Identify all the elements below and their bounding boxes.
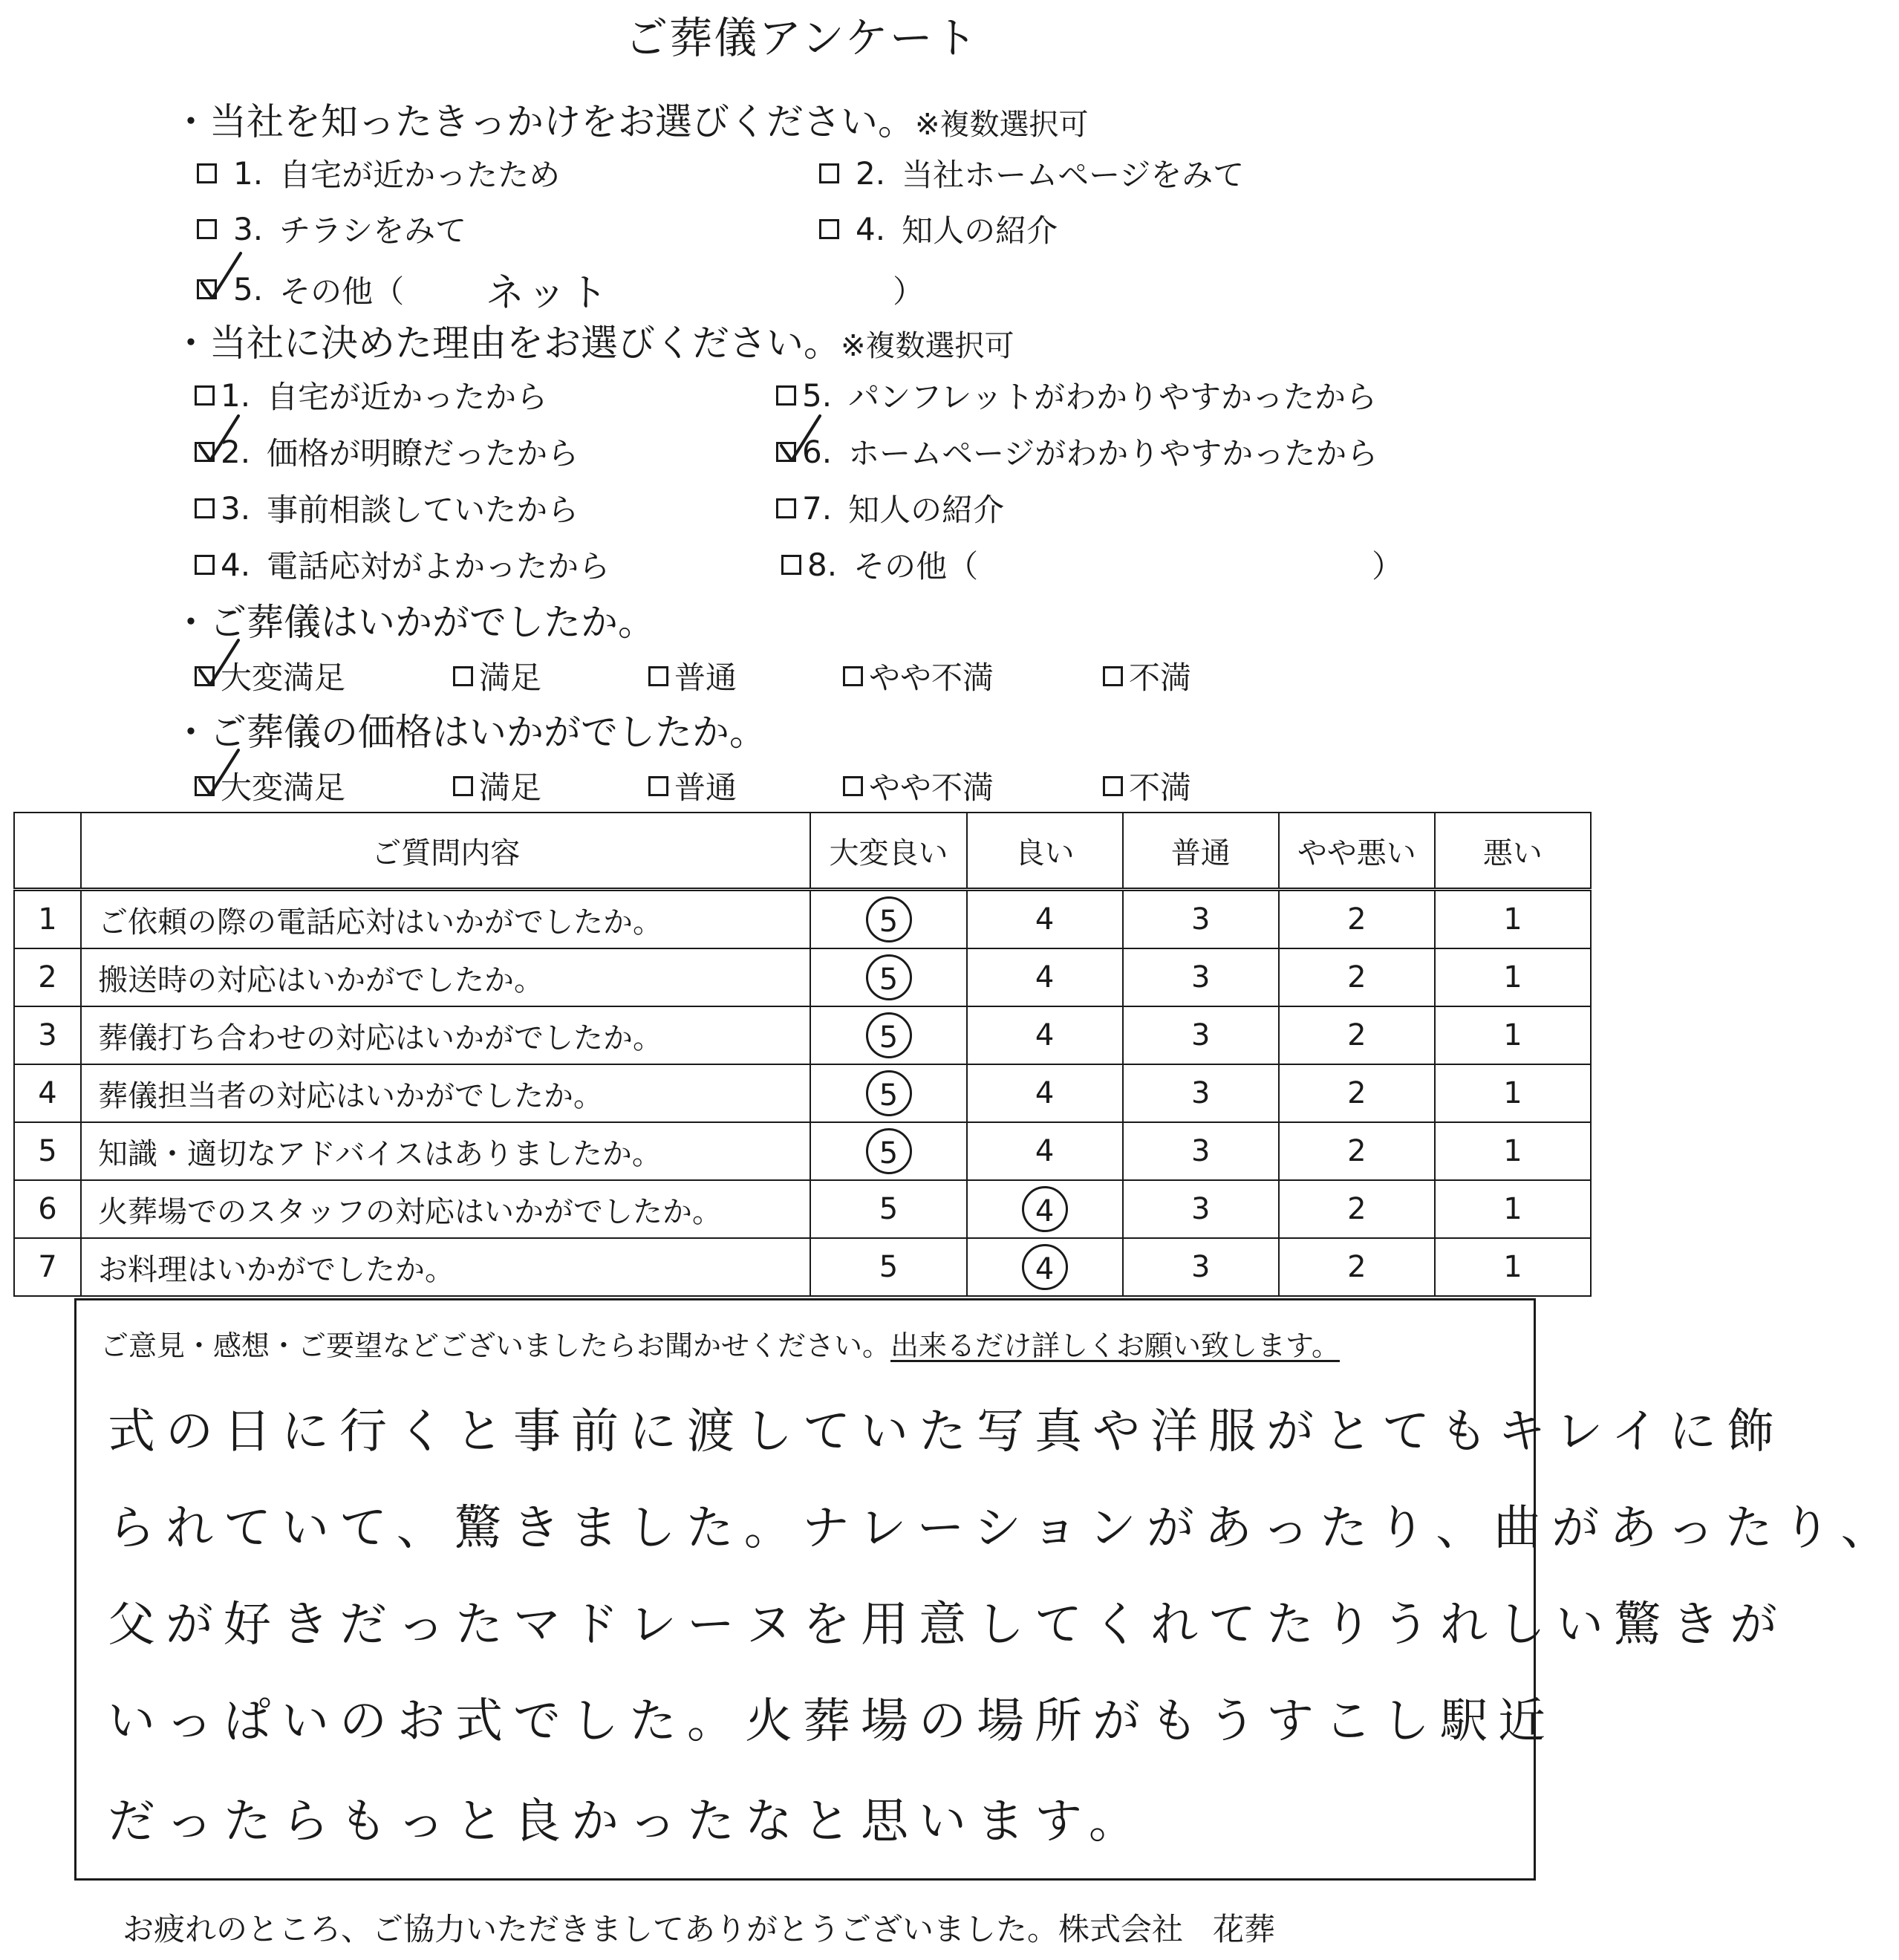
q2-option-5[interactable] <box>776 373 1377 417</box>
score-value: 4 <box>1035 1076 1055 1110</box>
score-cell-4[interactable] <box>967 890 1123 949</box>
comment-prompt <box>100 1323 1340 1364</box>
score-value: 3 <box>1190 1134 1211 1168</box>
checkbox[interactable] <box>195 385 215 406</box>
q1-option-1[interactable] <box>197 151 560 195</box>
q1-other-value: ネット <box>486 271 611 316</box>
option-number: 1. <box>221 377 251 414</box>
option-label: 不満 <box>1129 769 1192 806</box>
score-cell-2[interactable] <box>1279 1006 1435 1064</box>
rating-table <box>13 812 1592 1297</box>
score-value: 1 <box>1503 1018 1522 1052</box>
score-cell-1[interactable] <box>1435 1180 1591 1238</box>
option-label: やや不満 <box>869 769 994 806</box>
checkbox-checked[interactable] <box>776 442 796 462</box>
header-score-1: 悪い <box>1435 813 1591 890</box>
header-score-3: 普通 <box>1123 813 1279 890</box>
q1-option-3[interactable] <box>197 206 466 251</box>
score-value: 4 <box>1035 902 1055 937</box>
score-cell-3[interactable] <box>1123 1122 1279 1180</box>
score-value: 1 <box>1503 960 1522 994</box>
score-value: 3 <box>1190 1250 1211 1284</box>
table-row <box>14 1006 1591 1064</box>
footer-company: 株式会社 <box>1058 1911 1184 1947</box>
score-value: 1 <box>1503 1076 1522 1110</box>
score-cell-4[interactable] <box>967 948 1123 1006</box>
selected-score-circle: 4 <box>1022 1186 1068 1232</box>
header-score-5: 大変良い <box>810 813 966 890</box>
score-value: 5 <box>879 1250 899 1284</box>
header-score-4: 良い <box>967 813 1123 890</box>
selected-score-circle: 5 <box>866 1128 912 1174</box>
score-value: 2 <box>1347 960 1367 994</box>
comment-prompt-text: ご意見・感想・ご要望などございましたらお聞かせください。 <box>100 1329 891 1362</box>
q4-option-2[interactable] <box>453 764 541 808</box>
score-cell-1[interactable] <box>1435 948 1591 1006</box>
score-cell-1[interactable] <box>1435 890 1591 949</box>
q3-option-1[interactable] <box>195 654 345 698</box>
comment-line-5: だったらもっと良かったなと思います。 <box>108 1794 1147 1849</box>
option-label: 知人の紹介 <box>848 492 1005 528</box>
option-number: 3. <box>221 489 251 527</box>
score-value: 2 <box>1347 902 1367 937</box>
option-number: 6. <box>802 433 833 470</box>
score-value: 2 <box>1347 1134 1367 1168</box>
option-label: 電話応対がよかったから <box>267 548 610 585</box>
score-value: 1 <box>1503 1134 1522 1168</box>
score-cell-5[interactable] <box>810 1180 966 1238</box>
q2-option-6[interactable] <box>776 429 1378 474</box>
option-label: 普通 <box>674 769 737 806</box>
checkbox[interactable] <box>453 776 473 796</box>
q3-option-3[interactable] <box>648 654 737 698</box>
option-label: 知人の紹介 <box>902 212 1058 249</box>
row-question: 知識・適切なアドバイスはありましたか。 <box>81 1122 810 1180</box>
score-cell-2[interactable] <box>1279 948 1435 1006</box>
row-number: 3 <box>14 1006 81 1064</box>
q2-option-4[interactable] <box>195 542 610 587</box>
checkbox[interactable] <box>819 163 839 183</box>
score-cell-3[interactable] <box>1123 948 1279 1006</box>
option-number: 5. <box>233 271 264 307</box>
table-row <box>14 948 1591 1006</box>
selected-score-circle: 5 <box>866 1012 912 1058</box>
score-value: 3 <box>1190 1018 1211 1052</box>
score-cell-5[interactable] <box>810 948 966 1006</box>
q3-option-2[interactable] <box>453 654 541 698</box>
row-question: ご依頼の際の電話応対はいかがでしたか。 <box>81 890 810 949</box>
score-cell-5[interactable] <box>810 890 966 949</box>
option-number: 2. <box>221 433 251 470</box>
checkbox-checked[interactable] <box>195 776 215 796</box>
score-value: 5 <box>879 1192 899 1226</box>
score-cell-5[interactable] <box>810 1122 966 1180</box>
score-cell-2[interactable] <box>1279 1180 1435 1238</box>
option-label: その他（ <box>853 548 979 585</box>
score-cell-4[interactable] <box>967 1180 1123 1238</box>
checkbox[interactable] <box>195 555 215 575</box>
footer-company-name: 花葬 <box>1213 1911 1276 1947</box>
row-question: 葬儀打ち合わせの対応はいかがでしたか。 <box>81 1006 810 1064</box>
score-cell-2[interactable] <box>1279 1238 1435 1296</box>
selected-score-circle: 5 <box>866 954 912 1000</box>
q2-option-7[interactable] <box>776 486 1004 530</box>
checkbox[interactable] <box>843 776 863 796</box>
score-value: 4 <box>1035 1018 1055 1052</box>
selected-score-circle: 4 <box>1022 1244 1068 1290</box>
row-question: 葬儀担当者の対応はいかがでしたか。 <box>81 1064 810 1122</box>
score-cell-1[interactable] <box>1435 1064 1591 1122</box>
checkbox[interactable] <box>197 163 217 183</box>
score-value: 4 <box>1035 1134 1055 1168</box>
score-value: 2 <box>1347 1018 1367 1052</box>
score-value: 3 <box>1190 902 1211 937</box>
row-number: 1 <box>14 890 81 949</box>
checkbox[interactable] <box>195 498 215 518</box>
q2-note: ※複数選択可 <box>841 329 1014 363</box>
option-label: パンフレットがわかりやすかったから <box>848 379 1377 415</box>
score-cell-2[interactable] <box>1279 890 1435 949</box>
q3-heading: ・ご葬儀はいかがでしたか。 <box>172 601 655 644</box>
option-label: 自宅が近かったから <box>267 379 548 415</box>
option-label: チラシをみて <box>279 212 467 249</box>
q1-note: ※複数選択可 <box>915 108 1089 142</box>
score-cell-4[interactable] <box>967 1006 1123 1064</box>
row-question: 火葬場でのスタッフの対応はいかがでしたか。 <box>81 1180 810 1238</box>
option-label: その他（ <box>279 273 405 310</box>
checkbox[interactable] <box>1103 776 1123 796</box>
checkbox[interactable] <box>197 219 217 239</box>
score-value: 1 <box>1503 902 1522 937</box>
score-value: 2 <box>1347 1076 1367 1110</box>
table-row <box>14 1238 1591 1296</box>
score-cell-3[interactable] <box>1123 1180 1279 1238</box>
q3-option-4[interactable] <box>843 654 994 698</box>
row-question: 搬送時の対応はいかがでしたか。 <box>81 948 810 1006</box>
q1-option-5[interactable] <box>197 261 924 317</box>
option-label: 普通 <box>674 660 737 696</box>
score-value: 2 <box>1347 1250 1367 1284</box>
score-value: 1 <box>1503 1250 1522 1284</box>
option-number: 3. <box>233 210 264 247</box>
row-number: 2 <box>14 948 81 1006</box>
option-number: 5. <box>802 377 833 414</box>
comment-line-1: 式の日に行くと事前に渡していた写真や洋服がとてもキレイに飾 <box>108 1404 1785 1459</box>
option-label: やや不満 <box>869 660 994 696</box>
score-cell-1[interactable] <box>1435 1238 1591 1296</box>
checkbox-checked[interactable] <box>197 279 217 299</box>
q2-option-8[interactable] <box>781 542 1403 587</box>
table-row <box>14 1064 1591 1122</box>
footer-thanks: お疲れのところ、ご協力いただきましてありがとうございました。 <box>123 1911 1059 1947</box>
q1-option-2[interactable] <box>819 151 1244 195</box>
option-label: 大変満足 <box>221 769 346 806</box>
comment-line-2: られていて、驚きました。ナレーションがあったり、曲があったり、 <box>108 1501 1899 1556</box>
comment-line-4: いっぱいのお式でした。火葬場の場所がもうすこし駅近 <box>108 1694 1556 1749</box>
footer <box>123 1905 1275 1950</box>
checkbox-checked[interactable] <box>195 666 215 686</box>
score-value: 2 <box>1347 1192 1367 1226</box>
q2-option-3[interactable] <box>195 486 579 530</box>
score-cell-3[interactable] <box>1123 1064 1279 1122</box>
q3-option-5[interactable] <box>1103 654 1191 698</box>
row-number: 7 <box>14 1238 81 1296</box>
q1-heading: ・当社を知ったきっかけをお選びください。 <box>172 100 915 143</box>
q4-option-1[interactable] <box>195 764 345 808</box>
checkbox[interactable] <box>1103 666 1123 686</box>
q4-heading: ・ご葬儀の価格はいかがでしたか。 <box>172 711 766 754</box>
option-label: 当社ホームページをみて <box>902 157 1245 193</box>
q4-option-3[interactable] <box>648 764 737 808</box>
score-value: 1 <box>1503 1192 1522 1226</box>
checkbox-checked[interactable] <box>195 442 215 462</box>
comment-box[interactable] <box>74 1298 1899 1881</box>
option-label: 大変満足 <box>221 660 346 696</box>
checkbox[interactable] <box>453 666 473 686</box>
checkbox[interactable] <box>843 666 863 686</box>
page-title: ご葬儀アンケート <box>625 13 979 63</box>
option-label: 自宅が近かったため <box>279 157 561 193</box>
score-cell-4[interactable] <box>967 1064 1123 1122</box>
header-score-2: やや悪い <box>1279 813 1435 890</box>
other-close-paren: ） <box>1372 548 1404 585</box>
table-row <box>14 890 1591 949</box>
q2-heading-row <box>172 313 1014 367</box>
option-number: 8. <box>807 546 838 583</box>
q2-heading: ・当社に決めた理由をお選びください。 <box>172 322 841 365</box>
header-num <box>14 813 81 890</box>
q1-heading-row <box>172 92 1089 146</box>
score-cell-1[interactable] <box>1435 1122 1591 1180</box>
q1-option-4[interactable] <box>819 206 1058 251</box>
score-value: 3 <box>1190 960 1211 994</box>
q2-option-2[interactable] <box>195 429 579 474</box>
score-cell-1[interactable] <box>1435 1006 1591 1064</box>
option-number: 4. <box>221 546 251 583</box>
option-label: 満足 <box>479 660 542 696</box>
option-label: ホームページがわかりやすかったから <box>848 435 1378 472</box>
selected-score-circle: 5 <box>866 1070 912 1116</box>
q4-option-4[interactable] <box>843 764 994 808</box>
score-cell-3[interactable] <box>1123 1238 1279 1296</box>
option-number: 2. <box>856 154 886 192</box>
option-label: 満足 <box>479 769 542 806</box>
row-number: 5 <box>14 1122 81 1180</box>
score-cell-3[interactable] <box>1123 890 1279 949</box>
checkbox[interactable] <box>648 666 668 686</box>
checkbox[interactable] <box>648 776 668 796</box>
score-cell-2[interactable] <box>1279 1064 1435 1122</box>
score-value: 3 <box>1190 1076 1211 1110</box>
score-cell-4[interactable] <box>967 1122 1123 1180</box>
checkbox[interactable] <box>776 385 796 406</box>
option-label: 不満 <box>1129 660 1192 696</box>
checkbox[interactable] <box>819 219 839 239</box>
score-cell-5[interactable] <box>810 1064 966 1122</box>
table-row <box>14 1180 1591 1238</box>
q4-option-5[interactable] <box>1103 764 1191 808</box>
table-header-row <box>14 813 1591 890</box>
score-cell-2[interactable] <box>1279 1122 1435 1180</box>
comment-prompt-underlined: 出来るだけ詳しくお願い致します。 <box>890 1329 1340 1362</box>
checkbox[interactable] <box>781 555 801 575</box>
score-value: 3 <box>1190 1192 1211 1226</box>
score-cell-3[interactable] <box>1123 1006 1279 1064</box>
score-cell-5[interactable] <box>810 1006 966 1064</box>
score-cell-5[interactable] <box>810 1238 966 1296</box>
option-number: 7. <box>802 489 833 527</box>
option-number: 4. <box>856 210 886 247</box>
row-number: 6 <box>14 1180 81 1238</box>
option-number: 1. <box>233 154 264 192</box>
table-row <box>14 1122 1591 1180</box>
other-close-paren: ） <box>893 273 925 310</box>
row-question: お料理はいかがでしたか。 <box>81 1238 810 1296</box>
comment-line-3: 父が好きだったマドレーヌを用意してくれてたりうれしい驚きが <box>108 1598 1788 1653</box>
selected-score-circle: 5 <box>866 896 912 942</box>
option-label: 事前相談していたから <box>267 492 579 528</box>
q2-option-1[interactable] <box>195 373 547 417</box>
option-label: 価格が明瞭だったから <box>267 435 579 472</box>
row-number: 4 <box>14 1064 81 1122</box>
score-cell-4[interactable] <box>967 1238 1123 1296</box>
header-question: ご質問内容 <box>81 813 810 890</box>
score-value: 4 <box>1035 960 1055 994</box>
checkbox[interactable] <box>776 498 796 518</box>
